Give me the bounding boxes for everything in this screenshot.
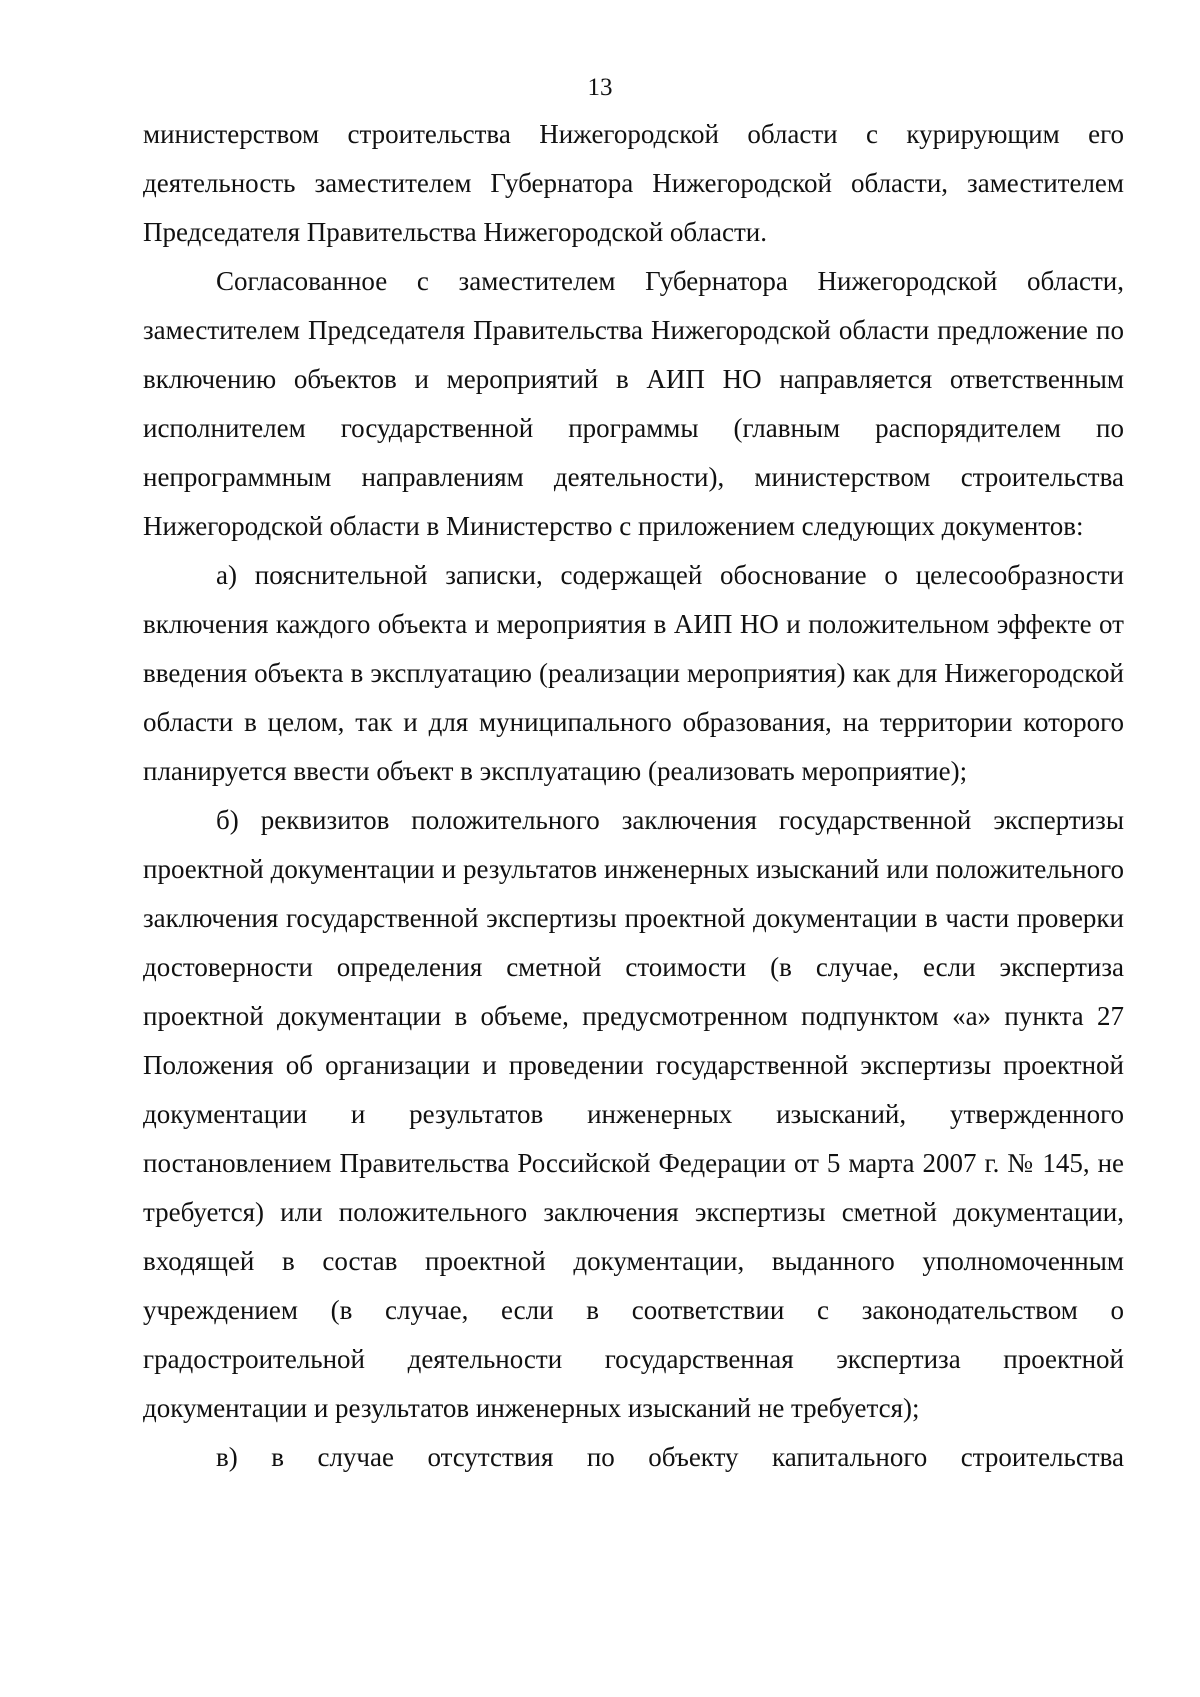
paragraph-continuation: министерством строительства Нижегородской области с курирующим его деятельность заместителем Губернатора Нижегородской области, заместителем Председателя Правительства Нижегородской области.	[143, 119, 1124, 247]
paragraph-item-v: в) в случае отсутствия по объекту капитального строительства	[216, 1442, 1124, 1472]
paragraph-agreed-proposal: Согласованное с заместителем Губернатора Нижегородской области, заместителем Председателя Правительства Нижегородской области предложение по включению объектов и мероприятий в АИП НО направляется ответственным исполнителем государственной программы (главным распорядителем по непрограммным направлениям деятельности), министерством строительства Нижегородской области в Министерство с приложением следующих документов:	[143, 266, 1124, 541]
paragraph-item-a: а) пояснительной записки, содержащей обоснование о целесообразности включения каждого объекта и мероприятия в АИП НО и положительном эффекте от введения объекта в эксплуатацию (реализации мероприятия) как для Нижегородской области в целом, так и для муниципального образования, на территории которого планируется ввести объект в эксплуатацию (реализовать мероприятие);	[143, 560, 1124, 786]
document-body	[143, 110, 1124, 1482]
page-number: 13	[587, 74, 613, 101]
paragraph-item-b: б) реквизитов положительного заключения государственной экспертизы проектной документации и результатов инженерных изысканий или положительного заключения государственной экспертизы проектной документации в части проверки достоверности определения сметной стоимости (в случае, если экспертиза проектной документации в объеме, предусмотренном подпунктом «а» пункта 27 Положения об организации и проведении государственной экспертизы проектной документации и результатов инженерных изысканий, утвержденного постановлением Правительства Российской Федерации от 5 марта 2007 г. № 145, не требуется) или положительного заключения экспертизы сметной документации, входящей в состав проектной документации, выданного уполномоченным учреждением (в случае, если в соответствии с законодательством о градостроительной деятельности государственная экспертиза проектной документации и результатов инженерных изысканий не требуется);	[143, 805, 1124, 1423]
